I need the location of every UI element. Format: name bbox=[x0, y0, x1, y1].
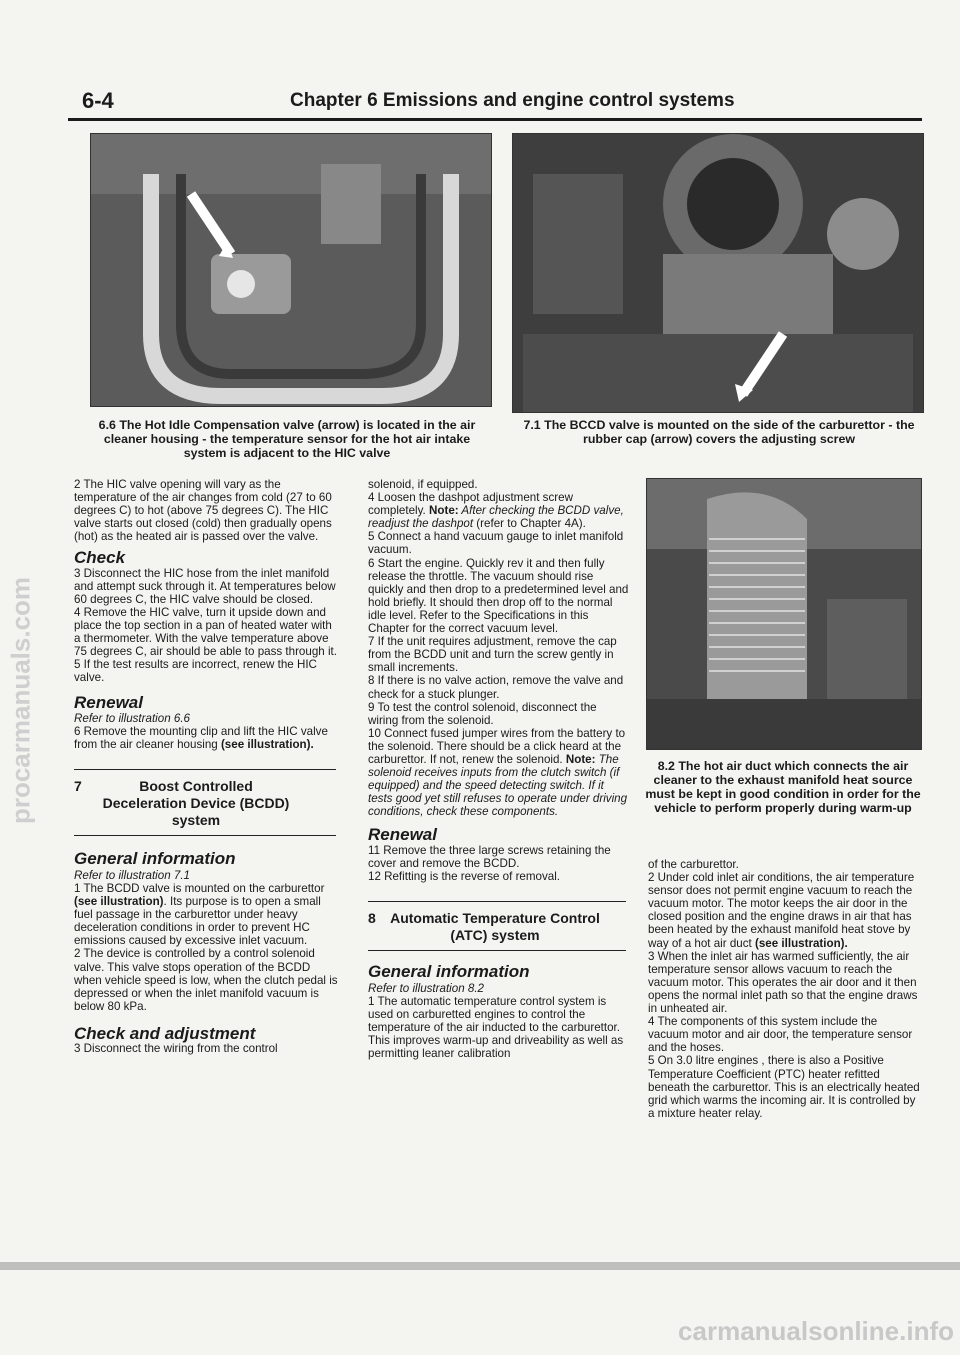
section-8-rule-top bbox=[368, 901, 626, 902]
para-c1-5: 5 If the test results are incorrect, renew the HIC valve. bbox=[74, 658, 317, 685]
renewal-ref: Refer to illustration 6.6 bbox=[74, 711, 190, 725]
para-c1-6-text: 6 Remove the mounting clip and lift the HIC valve from the air cleaner housing bbox=[74, 724, 328, 751]
side-watermark bbox=[6, 460, 36, 940]
section-8-number: 8 bbox=[368, 909, 376, 926]
column-2 bbox=[368, 478, 630, 1060]
para-c1-6-bold: (see illustration). bbox=[220, 737, 314, 751]
footer-band bbox=[0, 1262, 960, 1270]
para-c1-7-1-text: 1 The BCDD valve is mounted on the carburettor bbox=[74, 881, 325, 895]
para-c1-6 bbox=[74, 725, 340, 751]
para-c2-10 bbox=[368, 727, 630, 819]
section-7-rule-bottom bbox=[74, 835, 336, 836]
para-c2-4 bbox=[368, 491, 630, 530]
para-c2-8: 8 If there is no valve action, remove the valve and check for a stuck plunger. bbox=[368, 674, 624, 701]
column-3 bbox=[648, 858, 920, 1120]
section-7-number: 7 bbox=[74, 777, 82, 794]
para-c2-8-1: 1 The automatic temperature control system is used on carburetted engines to control the temperature of the air inducted to the carburettor. This improves warm-up and driveability as well as permitting leaner calibration bbox=[368, 995, 624, 1061]
para-c2-cont: solenoid, if equipped. bbox=[368, 478, 478, 491]
para-c2-6: 6 Start the engine. Quickly rev it and then fully release the throttle. The vacuum should rise quickly and then drop to a predetermined level and hold briefly. It should then drop off to the normal idle level. Refer to the Specifications in this Chapter for the correct vacuum level. bbox=[368, 556, 629, 636]
para-c2-9: 9 To test the control solenoid, disconnect the wiring from the solenoid. bbox=[368, 700, 597, 727]
photo-bcdd-valve bbox=[512, 133, 924, 413]
bottom-watermark: carmanualsonline.info bbox=[678, 1316, 954, 1346]
heading-renewal: Renewal bbox=[74, 693, 143, 713]
para-c2-4-rest: (refer to Chapter 4A). bbox=[473, 517, 586, 531]
para-c1-2: 2 The HIC valve opening will vary as the temperature of the air changes from cold (27 to 60 degrees C) to hot (above 75 degrees C). The HIC valve starts out closed (cold) then gradually opens (hot) as the heated air is passed over the valve. bbox=[74, 478, 332, 544]
heading-check: Check bbox=[74, 548, 126, 568]
caption-6-6: 6.6 The Hot Idle Compensation valve (arrow) is located in the air cleaner housing - the temperature sensor for the hot air intake system is adjacent to the HIC valve bbox=[98, 418, 476, 460]
para-c2-10-note-label: Note: bbox=[565, 752, 596, 766]
chapter-title: Chapter 6 Emissions and engine control systems bbox=[290, 90, 735, 111]
para-c1-7-1-rest: . Its purpose is to open a small fuel passage in the carburettor under heavy deceleration conditions in order to prevent HC emissions caused by excessive inlet vacuum. bbox=[74, 895, 321, 948]
para-c3-3: 3 When the inlet air has warmed sufficiently, the air temperature sensor allows vacuum to reach the vacuum motor. This operates the air door and it then opens the normal inlet path so that the engine draws in unheated air. bbox=[648, 949, 918, 1016]
heading-renewal-2: Renewal bbox=[368, 825, 437, 845]
para-c3-2 bbox=[648, 871, 920, 950]
photo-hot-air-duct bbox=[646, 478, 922, 750]
section-8-rule-bottom bbox=[368, 950, 626, 951]
para-c2-10-text: 10 Connect fused jumper wires from the battery to the solenoid. There should be a click heard at the carburettor. If not, renew the solenoid. bbox=[368, 726, 626, 766]
para-c1-3: 3 Disconnect the HIC hose from the inlet manifold and attempt suck through it. At temperatures below 60 degrees C, the HIC valve should be closed. bbox=[74, 566, 336, 606]
para-c2-5: 5 Connect a hand vacuum gauge to inlet manifold vacuum. bbox=[368, 530, 624, 557]
caption-8-2: 8.2 The hot air duct which connects the air cleaner to the exhaust manifold heat source must be kept in good condition in order for the vehicle to perform properly during warm-up bbox=[645, 759, 921, 815]
para-c1-4: 4 Remove the HIC valve, turn it upside down and place the top section in a pan of heated water with a thermometer. With the valve temperature above 75 degrees C, air should be able to pass through it. bbox=[74, 605, 337, 659]
heading-check-adjustment: Check and adjustment bbox=[74, 1023, 256, 1043]
para-c3-cont: of the carburettor. bbox=[648, 858, 739, 871]
caption-7-1: 7.1 The BCCD valve is mounted on the side of the carburettor - the rubber cap (arrow) covers the adjusting screw bbox=[523, 418, 915, 446]
para-c1-7-3: 3 Disconnect the wiring from the control bbox=[74, 1042, 278, 1055]
para-c2-4-note-label: Note: bbox=[429, 504, 459, 518]
para-c2-7: 7 If the unit requires adjustment, remove the cap from the BCDD unit and turn the screw gently in small increments. bbox=[368, 635, 617, 675]
photo-hic-valve bbox=[90, 133, 492, 407]
heading-general-info-2: General information bbox=[368, 961, 530, 981]
page-number: 6-4 bbox=[82, 88, 114, 113]
para-c3-4: 4 The components of this system include the vacuum motor and air door, the temperature sensor and the hoses. bbox=[648, 1015, 913, 1055]
section-7-heading bbox=[74, 778, 340, 829]
para-c2-12: 12 Refitting is the reverse of removal. bbox=[368, 869, 561, 883]
heading-general-info-1: General information bbox=[74, 848, 236, 868]
geninfo-ref-2: Refer to illustration 8.2 bbox=[368, 981, 484, 995]
section-7-rule-top bbox=[74, 769, 336, 770]
para-c2-4-note: After checking the BCDD valve, readjust the dashpot bbox=[368, 504, 624, 531]
header-rule bbox=[68, 118, 922, 121]
section-8-heading bbox=[368, 910, 630, 944]
para-c3-2-bold: (see illustration). bbox=[754, 936, 848, 950]
para-c2-10-note: The solenoid receives inputs from the clutch switch (if equipped) and the speed detecting switch. If it tests good yet still refuses to operate under driving conditions, check these components. bbox=[368, 752, 628, 819]
section-8-title: Automatic Temperature Control (ATC) system bbox=[390, 909, 600, 943]
para-c2-4-text: 4 Loosen the dashpot adjustment screw completely. bbox=[368, 491, 573, 518]
para-c1-7-1 bbox=[74, 882, 340, 947]
para-c1-7-2: 2 The device is controlled by a control solenoid valve. This valve stops operation of the BCDD when vehicle speed is low, when the clutch pedal is depressed or when the inlet manifold vacuum is below 80 kPa. bbox=[74, 947, 338, 1013]
geninfo-ref-1: Refer to illustration 7.1 bbox=[74, 868, 190, 882]
para-c3-5: 5 On 3.0 litre engines , there is also a Positive Temperature Coefficient (PTC) heater refitted beneath the carburettor. This is an electrically heated grid which warms the incoming air. It is controlled by a mixture heater relay. bbox=[648, 1054, 920, 1120]
column-1 bbox=[74, 478, 340, 1055]
para-c2-11: 11 Remove the three large screws retaining the cover and remove the BCDD. bbox=[368, 843, 611, 870]
para-c1-7-1-bold: (see illustration) bbox=[74, 895, 164, 909]
side-watermark-text: procarmanuals.com bbox=[5, 576, 36, 825]
para-c3-2-text: 2 Under cold inlet air conditions, the air temperature sensor does not permit engine vacuum to reach the vacuum motor. The motor keeps the air door in the closed position and the engine draws in air that has been heated by the exhaust manifold heat stove by way of a hot air duct bbox=[648, 871, 915, 950]
section-7-title: Boost Controlled Deceleration Device (BCDD) system bbox=[102, 777, 290, 828]
